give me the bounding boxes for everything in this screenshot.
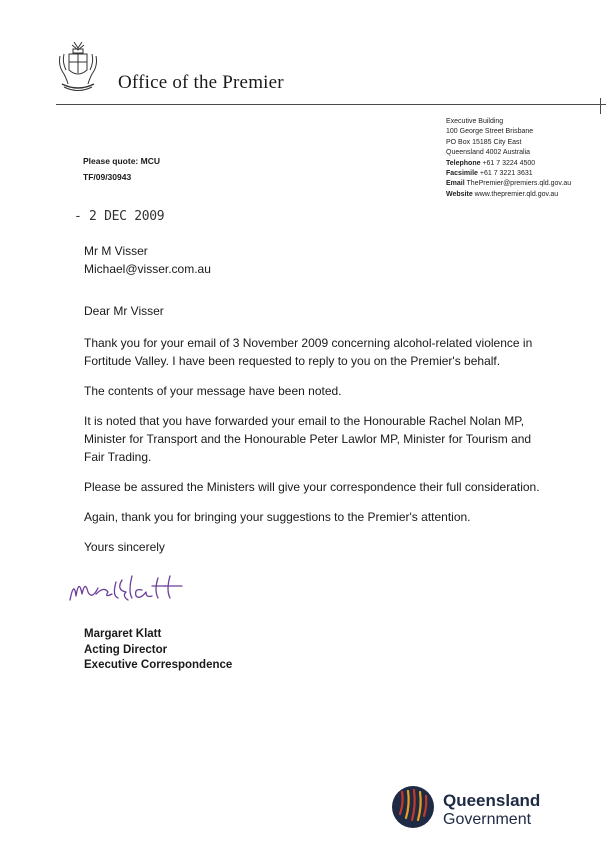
letterhead-rule (56, 104, 606, 105)
facsimile-value: +61 7 3221 3631 (479, 170, 533, 178)
reference-number: TF/09/30943 (83, 172, 132, 182)
address-line: PO Box 15185 City East (446, 138, 522, 146)
signatory-block (84, 627, 232, 674)
salutation: Dear Mr Visser (84, 304, 164, 318)
letterhead-rule-end (600, 98, 601, 114)
signatory-unit: Executive Correspondence (84, 659, 233, 671)
email-value: ThePremier@premiers.qld.gov.au (466, 180, 572, 188)
recipient-block (84, 242, 211, 278)
website-value: www.thepremier.qld.gov.au (474, 190, 559, 198)
paragraph: The contents of your message have been noted. (84, 384, 342, 398)
website-label: Website (446, 190, 473, 198)
government-logo-text: Government (443, 811, 532, 828)
recipient-name: Mr M Visser (84, 244, 148, 258)
paragraph: Thank you for your email of 3 November 2009 concerning alcohol-related violence in Fortitude Valley. I have been requested to reply to you on the Premier's behalf. (84, 336, 533, 368)
queensland-coat-of-arms-icon (56, 40, 100, 92)
website-line (446, 190, 571, 200)
date-stamp: - 2 DEC 2009 (74, 209, 165, 224)
queensland-government-logo-icon (390, 784, 436, 830)
quote-line: Please quote: MCU (83, 156, 160, 166)
reference-block (83, 153, 160, 185)
telephone-label: Telephone (446, 159, 481, 167)
queensland-logo-text: Queensland (443, 791, 541, 810)
letterhead-address (446, 117, 571, 200)
signatory-title: Acting Director (84, 643, 168, 656)
signatory-name: Margaret Klatt (84, 628, 162, 640)
paragraph: Again, thank you for bringing your suggestions to the Premier's attention. (84, 510, 471, 524)
letter-body (84, 302, 554, 568)
email-line (446, 179, 571, 189)
telephone-line (446, 159, 571, 169)
recipient-email: Michael@visser.com.au (84, 262, 211, 276)
telephone-value: +61 7 3224 4500 (482, 159, 536, 167)
facsimile-line (446, 169, 571, 179)
office-title: Office of the Premier (118, 72, 284, 93)
facsimile-label: Facsimile (446, 170, 478, 178)
address-line: Executive Building (446, 118, 504, 125)
paragraph: Please be assured the Ministers will give your correspondence their full consideration. (84, 480, 540, 494)
address-line: Queensland 4002 Australia (446, 149, 531, 157)
paragraph: It is noted that you have forwarded your email to the Honourable Rachel Nolan MP, Minister for Transport and the Honourable Peter Lawlor MP, Minister for Tourism and Fair Trading. (84, 414, 532, 464)
address-line: 100 George Street Brisbane (446, 128, 534, 136)
closing: Yours sincerely (84, 540, 165, 554)
email-label: Email (446, 180, 465, 188)
handwritten-signature (66, 570, 202, 610)
